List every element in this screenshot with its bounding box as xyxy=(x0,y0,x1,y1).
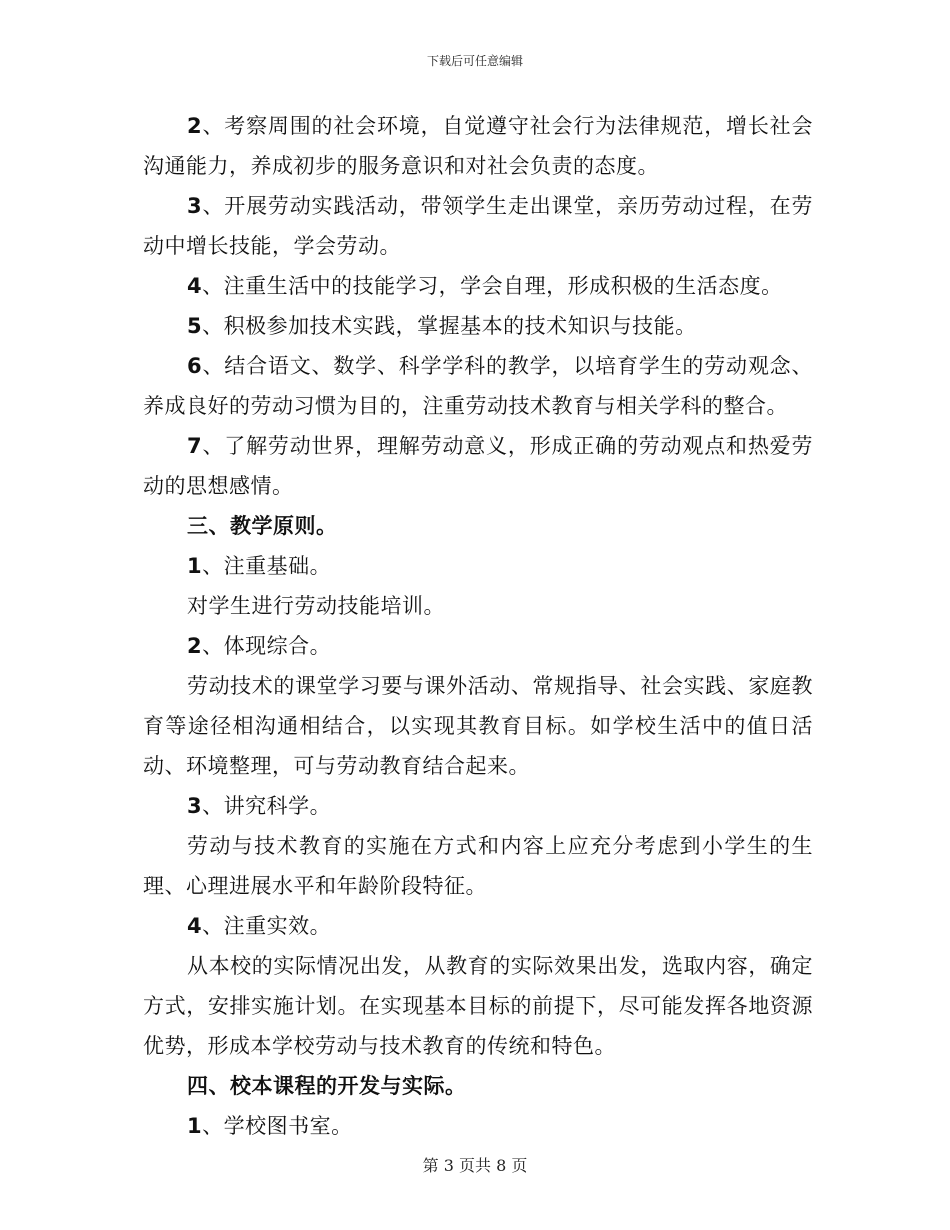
paragraph-text: 、积极参加技术实践，掌握基本的技术知识与技能。 xyxy=(202,314,697,338)
list-number: 3 xyxy=(187,794,203,818)
paragraph-text: 、体现综合。 xyxy=(202,634,332,658)
paragraph-principle-2 xyxy=(143,626,813,666)
paragraph-text: 、注重实效。 xyxy=(202,914,332,938)
paragraph-principle-2-body: 劳动技术的课堂学习要与课外活动、常规指导、社会实践、家庭教育等途径相沟通相结合，以实现其教育目标。如学校生活中的值日活动、环境整理，可与劳动教育结合起来。 xyxy=(143,674,813,778)
paragraph-text: 、注重生活中的技能学习，学会自理，形成积极的生活态度。 xyxy=(202,274,783,298)
paragraph-principle-1 xyxy=(143,546,813,586)
list-number: 1 xyxy=(187,554,203,578)
paragraph-curriculum-1 xyxy=(143,1106,813,1146)
list-number: 4 xyxy=(187,274,203,298)
list-number: 3 xyxy=(187,194,203,218)
list-number: 5 xyxy=(187,314,203,338)
paragraph-principle-1-body: 对学生进行劳动技能培训。 xyxy=(187,594,445,618)
paragraph-goal-2 xyxy=(143,106,813,186)
list-number: 6 xyxy=(187,354,203,378)
list-number: 2 xyxy=(187,634,203,658)
paragraph-goal-5 xyxy=(143,306,813,346)
page-footer: 第 3 页共 8 页 xyxy=(422,1156,528,1175)
paragraph-principle-3 xyxy=(143,786,813,826)
paragraph-goal-6 xyxy=(143,346,813,426)
paragraph-text: 、注重基础。 xyxy=(202,554,332,578)
paragraph-goal-4 xyxy=(143,266,813,306)
paragraph-text: 、讲究科学。 xyxy=(202,794,332,818)
list-number: 7 xyxy=(187,434,203,458)
paragraph-principle-4 xyxy=(143,906,813,946)
paragraph-principle-3-body: 劳动与技术教育的实施在方式和内容上应充分考虑到小学生的生理、心理进展水平和年龄阶段特征。 xyxy=(143,834,813,898)
section-heading-school-curriculum: 四、校本课程的开发与实际。 xyxy=(187,1074,467,1098)
list-number: 4 xyxy=(187,914,203,938)
paragraph-text: 、了解劳动世界，理解劳动意义，形成正确的劳动观点和热爱劳动的思想感情。 xyxy=(143,434,813,498)
paragraph-principle-4-body: 从本校的实际情况出发，从教育的实际效果出发，选取内容，确定方式，安排实施计划。在实现基本目标的前提下，尽可能发挥各地资源优势，形成本学校劳动与技术教育的传统和特色。 xyxy=(143,954,813,1058)
paragraph-text: 、开展劳动实践活动，带领学生走出课堂，亲历劳动过程，在劳动中增长技能，学会劳动。 xyxy=(143,194,813,258)
page-header: 下载后可任意编辑 xyxy=(426,54,523,68)
paragraph-goal-3 xyxy=(143,186,813,266)
section-heading-teaching-principles: 三、教学原则。 xyxy=(187,514,338,538)
list-number: 1 xyxy=(187,1114,203,1138)
paragraph-goal-7 xyxy=(143,426,813,506)
paragraph-text: 、学校图书室。 xyxy=(202,1114,353,1138)
document-body xyxy=(143,106,813,1146)
paragraph-text: 、考察周围的社会环境，自觉遵守社会行为法律规范，增长社会沟通能力，养成初步的服务意识和对社会负责的态度。 xyxy=(143,114,813,178)
paragraph-text: 、结合语文、数学、科学学科的教学，以培育学生的劳动观念、养成良好的劳动习惯为目的，注重劳动技术教育与相关学科的整合。 xyxy=(143,354,813,418)
list-number: 2 xyxy=(187,114,203,138)
